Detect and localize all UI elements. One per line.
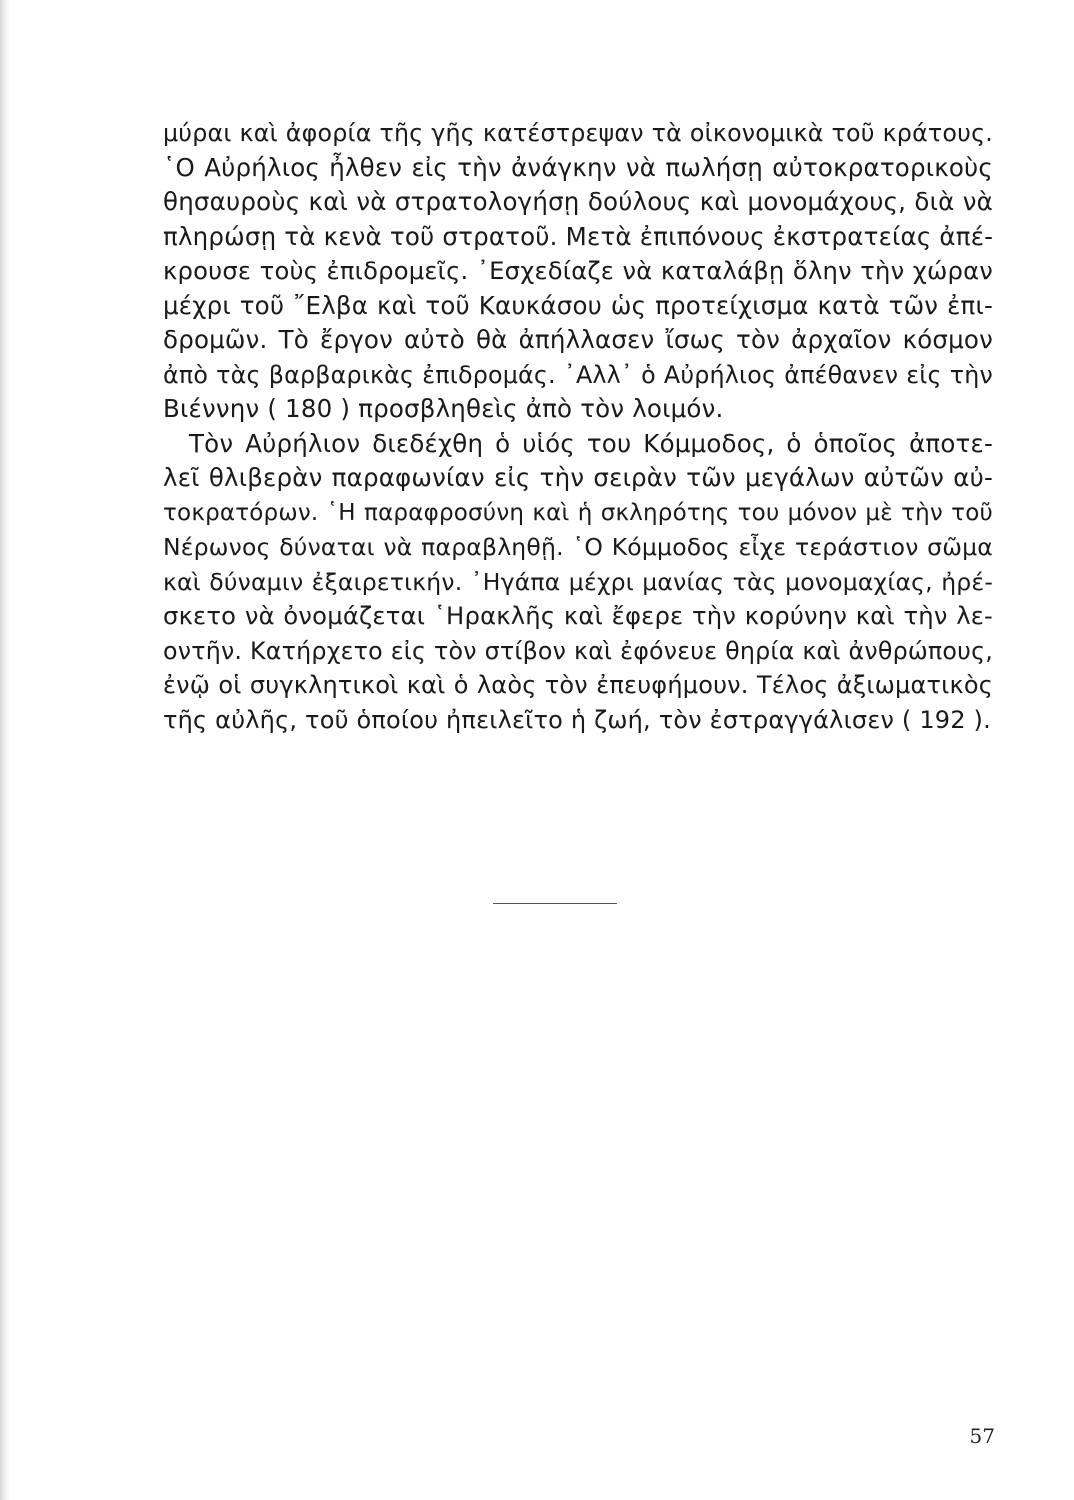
text-line: πληρώσῃ τὰ κενὰ τοῦ στρατοῦ. Μετὰ ἐπιπόνους ἐκστρατείας ἀπέ-	[163, 221, 994, 251]
text-line: Τὸν Αὐρήλιον διεδέχθη ὁ υἱός του Κόμμοδος, ὁ ὁποῖος ἀποτε-	[189, 428, 993, 458]
paragraph-1	[163, 116, 993, 427]
section-divider	[493, 903, 617, 904]
text-line: τῆς αὐλῆς, τοῦ ὁποίου ἠπειλεῖτο ἡ ζωή, τὸν ἐστραγγάλισεν ( 192 ).	[163, 705, 991, 734]
text-line: καὶ δύναμιν ἐξαιρετικήν. ᾿Ηγάπα μέχρι μανίας τὰς μονομαχίας, ἠρέ-	[163, 567, 993, 596]
text-line: μέχρι τοῦ ῎Ελβα καὶ τοῦ Καυκάσου ὡς προτείχισμα κατὰ τῶν ἐπι-	[163, 290, 993, 320]
text-line: τοκρατόρων. ῾Η παραφροσύνη καὶ ἡ σκληρότης του μόνον μὲ τὴν τοῦ	[163, 499, 993, 526]
text-line: κρουσε τοὺς ἐπιδρομεῖς. ᾿Εσχεδίαζε νὰ καταλάβῃ ὅλην τὴν χώραν	[163, 256, 993, 285]
text-line: ἐνῷ οἱ συγκλητικοὶ καὶ ὁ λαὸς τὸν ἐπευφήμουν. Τέλος ἀξιωματικὸς	[163, 671, 993, 699]
text-line: ῾Ο Αὐρήλιος ἦλθεν εἰς τὴν ἀνάγκην νὰ πωλήσῃ αὐτοκρατορικοὺς	[163, 152, 993, 182]
text-line: δρομῶν. Τὸ ἔργον αὐτὸ θὰ ἀπήλλασεν ἴσως τὸν ἀρχαῖον κόσμον	[163, 325, 993, 354]
page-number: 57	[969, 1424, 995, 1448]
text-line: Βιέννην ( 180 ) προσβληθεὶς ἀπὸ τὸν λοιμόν.	[163, 394, 724, 423]
text-line: ἀπὸ τὰς βαρβαρικὰς ἐπιδρομάς. ᾿Αλλ᾿ ὁ Αὐρήλιος ἀπέθανεν εἰς τὴν	[163, 360, 993, 389]
text-line: μύραι καὶ ἀφορία τῆς γῆς κατέστρεψαν τὰ οἰκονομικὰ τοῦ κράτους.	[163, 119, 993, 147]
body-text	[163, 116, 993, 737]
paragraph-2	[163, 427, 993, 738]
text-line: σκετο νὰ ὀνομάζεται ῾Ηρακλῆς καὶ ἔφερε τὴν κορύνην καὶ τὴν λε-	[163, 601, 993, 630]
text-line: θησαυροὺς καὶ νὰ στρατολογήσῃ δούλους καὶ μονομάχους, διὰ νὰ	[163, 187, 993, 216]
text-line: οντῆν. Κατήρχετο εἰς τὸν στίβον καὶ ἐφόνευε θηρία καὶ ἀνθρώπους,	[163, 636, 993, 665]
text-line: λεῖ θλιβερὰν παραφωνίαν εἰς τὴν σειρὰν τῶν μεγάλων αὐτῶν αὐ-	[163, 463, 993, 492]
text-line: Νέρωνος δύναται νὰ παραβληθῇ. ῾Ο Κόμμοδος εἶχε τεράστιον σῶμα	[163, 533, 993, 561]
page-binding-edge	[0, 0, 10, 1500]
